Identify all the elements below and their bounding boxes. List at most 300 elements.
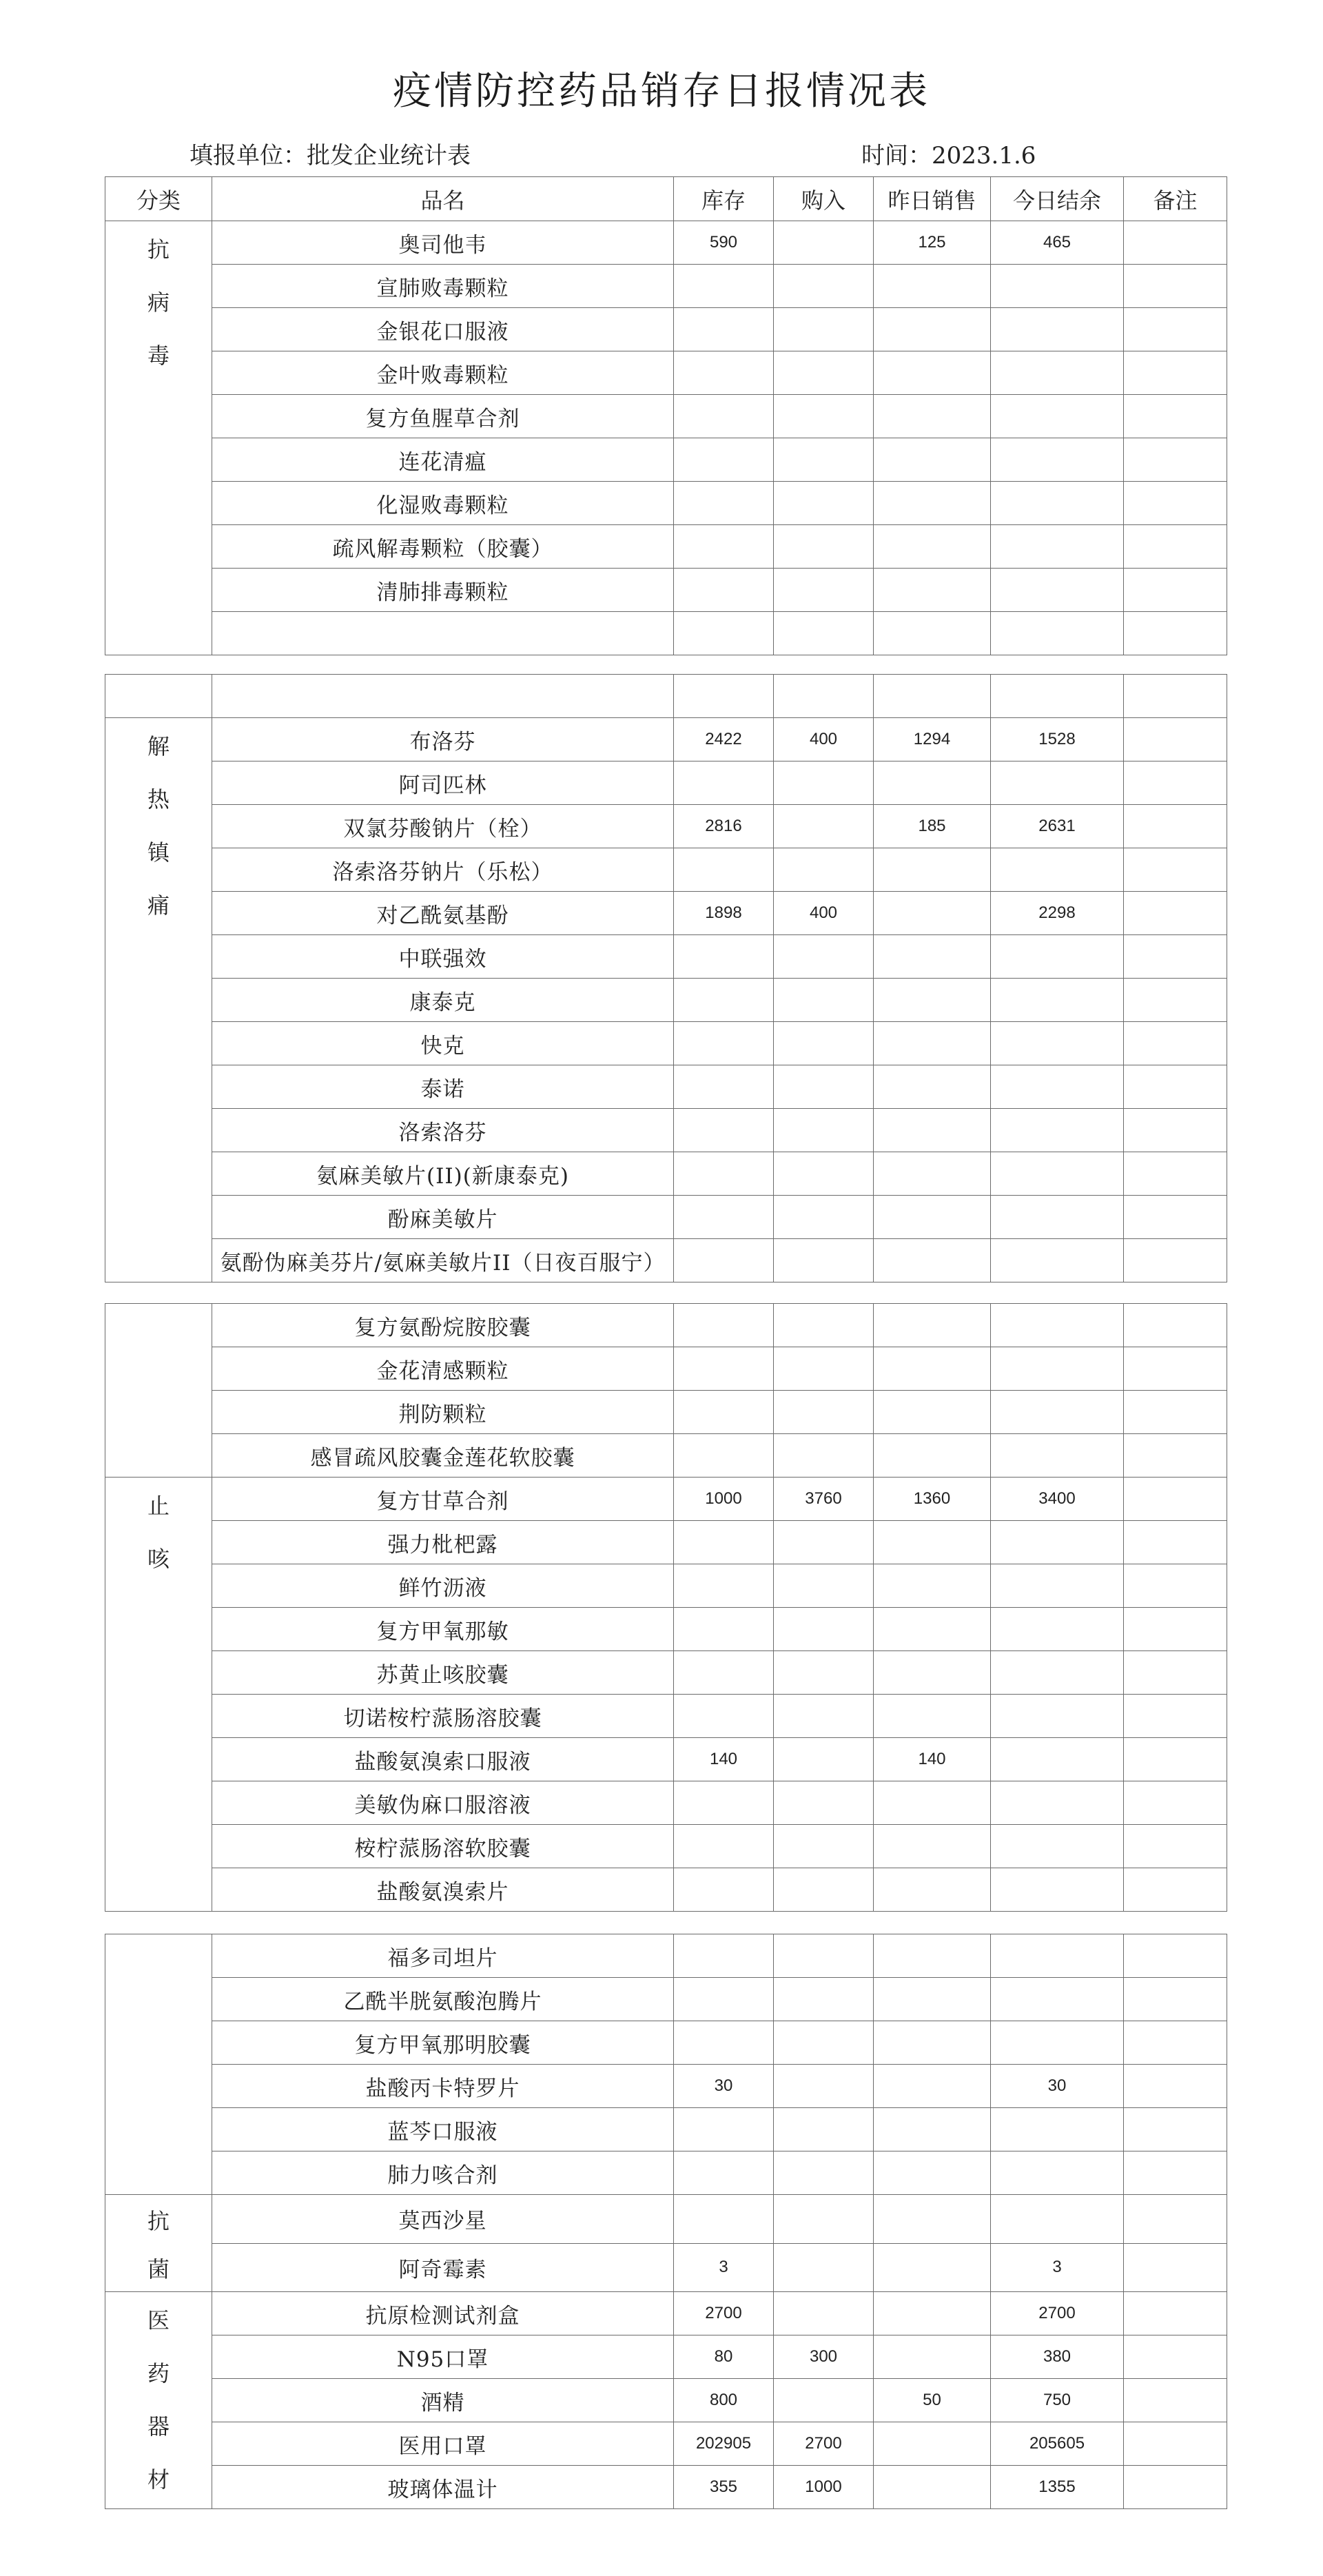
category-char: 器: [147, 2413, 170, 2440]
drug-name: 切诺桉柠蒎肠溶胶囊: [212, 1695, 674, 1738]
note-cell: [1124, 979, 1227, 1022]
sold-cell: [874, 761, 991, 805]
column-header-sold-yesterday: 昨日销售: [874, 177, 991, 221]
note-cell: [1124, 2379, 1227, 2422]
drug-name: 盐酸氨溴索片: [212, 1868, 674, 1912]
purchase-cell: 2700: [774, 2422, 874, 2466]
balance-cell: [991, 979, 1124, 1022]
drug-name: 桉柠蒎肠溶软胶囊: [212, 1825, 674, 1868]
purchase-cell: [774, 848, 874, 892]
note-cell: [1124, 1109, 1227, 1152]
table-row: [105, 351, 1227, 395]
purchase-cell: [774, 1978, 874, 2021]
purchase-cell: [774, 979, 874, 1022]
purchase-cell: [774, 1196, 874, 1239]
table-row: [105, 1651, 1227, 1695]
drug-name: 金银花口服液: [212, 308, 674, 351]
sold-cell: [874, 1825, 991, 1868]
balance-cell: [991, 2195, 1124, 2244]
note-cell: [1124, 1781, 1227, 1825]
note-cell: [1124, 2151, 1227, 2195]
drug-name: 酚麻美敏片: [212, 1196, 674, 1239]
drug-name: 洛索洛芬钠片（乐松）: [212, 848, 674, 892]
purchase-cell: [774, 1152, 874, 1196]
balance-cell: [991, 438, 1124, 482]
table-row: [105, 1065, 1227, 1109]
table-row: [105, 2108, 1227, 2151]
table-row: [105, 308, 1227, 351]
sold-cell: [874, 2335, 991, 2379]
category-char: 抗: [147, 2208, 170, 2234]
stock-cell: [674, 1347, 774, 1391]
balance-cell: [991, 1825, 1124, 1868]
balance-cell: [991, 761, 1124, 805]
stock-cell: [674, 482, 774, 525]
stock-cell: [674, 761, 774, 805]
note-cell: [1124, 805, 1227, 848]
stock-cell: 590: [674, 221, 774, 265]
category-char: 病: [147, 289, 170, 316]
purchase-cell: [774, 1347, 874, 1391]
drug-name: 宣肺败毒颗粒: [212, 265, 674, 308]
sold-cell: 125: [874, 221, 991, 265]
table-row: [105, 525, 1227, 569]
note-cell: [1124, 2021, 1227, 2065]
stock-cell: [674, 395, 774, 438]
purchase-cell: [774, 1564, 874, 1608]
balance-cell: [991, 612, 1124, 655]
drug-name: 金花清感颗粒: [212, 1347, 674, 1391]
drug-name: 蓝芩口服液: [212, 2108, 674, 2151]
drug-name: 医用口罩: [212, 2422, 674, 2466]
purchase-cell: 400: [774, 718, 874, 761]
purchase-cell: [774, 308, 874, 351]
table-row: [105, 1391, 1227, 1434]
note-cell: [1124, 1478, 1227, 1521]
drug-name: 阿司匹林: [212, 761, 674, 805]
sold-cell: [874, 438, 991, 482]
column-header-name: 品名: [212, 177, 674, 221]
balance-cell: [991, 1109, 1124, 1152]
note-cell: [1124, 612, 1227, 655]
table-row: [105, 569, 1227, 612]
balance-cell: [991, 1695, 1124, 1738]
sold-cell: [874, 1065, 991, 1109]
table-row: [105, 1978, 1227, 2021]
table-row: [105, 1239, 1227, 1282]
balance-cell: 3400: [991, 1478, 1124, 1521]
balance-cell: [991, 265, 1124, 308]
balance-cell: [991, 1651, 1124, 1695]
table-row: [105, 1608, 1227, 1651]
purchase-cell: [774, 2065, 874, 2108]
note-cell: [1124, 1152, 1227, 1196]
sold-cell: [874, 1521, 991, 1564]
header-row: [105, 177, 1227, 221]
drug-name: 复方甘草合剂: [212, 1478, 674, 1521]
stock-cell: 3: [674, 2243, 774, 2292]
stock-cell: [674, 1608, 774, 1651]
category-char: 毒: [147, 343, 170, 369]
stock-cell: [674, 612, 774, 655]
sold-cell: [874, 1781, 991, 1825]
balance-cell: [991, 1564, 1124, 1608]
balance-cell: 750: [991, 2379, 1124, 2422]
balance-cell: [991, 1239, 1124, 1282]
sold-cell: [874, 265, 991, 308]
table-row: [105, 1934, 1227, 1978]
purchase-cell: [774, 2151, 874, 2195]
category-char: 止: [147, 1493, 170, 1519]
stock-cell: [674, 2195, 774, 2244]
stock-cell: [674, 1978, 774, 2021]
purchase-cell: [774, 1868, 874, 1912]
drug-name: 洛索洛芬: [212, 1109, 674, 1152]
purchase-cell: [774, 805, 874, 848]
column-header-balance-today: 今日结余: [991, 177, 1124, 221]
table-row: [105, 1022, 1227, 1065]
note-cell: [1124, 265, 1227, 308]
stock-cell: [674, 1564, 774, 1608]
category-char: 抗: [147, 236, 170, 263]
note-cell: [1124, 1196, 1227, 1239]
table-row: [105, 848, 1227, 892]
drug-name: 氨酚伪麻美芬片/氨麻美敏片II（日夜百服宁）: [212, 1239, 674, 1282]
sold-cell: [874, 2065, 991, 2108]
note-cell: [1124, 1738, 1227, 1781]
purchase-cell: [774, 1022, 874, 1065]
table-row: [105, 265, 1227, 308]
stock-cell: [674, 1196, 774, 1239]
stock-cell: 1000: [674, 1478, 774, 1521]
drug-name: 对乙酰氨基酚: [212, 892, 674, 935]
drug-name: 强力枇杷露: [212, 1521, 674, 1564]
table-row: [105, 979, 1227, 1022]
purchase-cell: [774, 1651, 874, 1695]
note-cell: [1124, 395, 1227, 438]
drug-name: 疏风解毒颗粒（胶囊）: [212, 525, 674, 569]
stock-cell: [674, 1695, 774, 1738]
category-char: 材: [147, 2466, 170, 2493]
category-char: 痛: [147, 892, 170, 919]
note-cell: [1124, 1304, 1227, 1347]
sold-cell: 1294: [874, 718, 991, 761]
drug-name: 阿奇霉素: [212, 2243, 674, 2292]
note-cell: [1124, 569, 1227, 612]
balance-cell: [991, 1521, 1124, 1564]
sold-cell: 185: [874, 805, 991, 848]
drug-name: 感冒疏风胶囊金莲花软胶囊: [212, 1434, 674, 1478]
purchase-cell: 3760: [774, 1478, 874, 1521]
balance-cell: [991, 525, 1124, 569]
column-header-note: 备注: [1124, 177, 1227, 221]
stock-cell: [674, 935, 774, 979]
table-row: [105, 1434, 1227, 1478]
drug-name: 复方鱼腥草合剂: [212, 395, 674, 438]
balance-cell: [991, 1304, 1124, 1347]
note-cell: [1124, 848, 1227, 892]
note-cell: [1124, 438, 1227, 482]
stock-cell: [674, 351, 774, 395]
note-cell: [1124, 718, 1227, 761]
blank-cell: [105, 675, 212, 718]
table-row: [105, 2292, 1227, 2335]
drug-name: 荆防颗粒: [212, 1391, 674, 1434]
balance-cell: [991, 395, 1124, 438]
purchase-cell: [774, 935, 874, 979]
balance-cell: 2631: [991, 805, 1124, 848]
table-row: [105, 221, 1227, 265]
table-row: [105, 675, 1227, 718]
table-block-3: [105, 1303, 1227, 1912]
drug-name: 鲜竹沥液: [212, 1564, 674, 1608]
sold-cell: [874, 1196, 991, 1239]
balance-cell: [991, 2108, 1124, 2151]
stock-cell: [674, 525, 774, 569]
sold-cell: [874, 1868, 991, 1912]
balance-cell: [991, 482, 1124, 525]
drug-name: 氨麻美敏片(II)(新康泰克): [212, 1152, 674, 1196]
drug-name: 肺力咳合剂: [212, 2151, 674, 2195]
table-row: [105, 1564, 1227, 1608]
purchase-cell: [774, 2195, 874, 2244]
category-cell-cough: [105, 1478, 212, 1912]
stock-cell: 140: [674, 1738, 774, 1781]
purchase-cell: [774, 265, 874, 308]
drug-name: 复方甲氧那敏: [212, 1608, 674, 1651]
balance-cell: 3: [991, 2243, 1124, 2292]
sold-cell: [874, 1391, 991, 1434]
table-row: [105, 2422, 1227, 2466]
purchase-cell: [774, 612, 874, 655]
drug-name: 金叶败毒颗粒: [212, 351, 674, 395]
sold-cell: [874, 612, 991, 655]
drug-name: [212, 612, 674, 655]
balance-cell: [991, 1608, 1124, 1651]
balance-cell: [991, 1434, 1124, 1478]
purchase-cell: [774, 221, 874, 265]
stock-cell: [674, 979, 774, 1022]
balance-cell: [991, 848, 1124, 892]
blank-cell: [1124, 675, 1227, 718]
stock-cell: [674, 438, 774, 482]
stock-cell: [674, 265, 774, 308]
stock-cell: [674, 1434, 774, 1478]
sold-cell: [874, 1608, 991, 1651]
category-cell-antiviral: [105, 221, 212, 655]
sold-cell: [874, 979, 991, 1022]
sold-cell: [874, 1152, 991, 1196]
table-row: [105, 1478, 1227, 1521]
table-row: [105, 2243, 1227, 2292]
sold-cell: [874, 2108, 991, 2151]
drug-name: 中联强效: [212, 935, 674, 979]
purchase-cell: [774, 1738, 874, 1781]
table-row: [105, 1196, 1227, 1239]
drug-name: 盐酸氨溴索口服液: [212, 1738, 674, 1781]
drug-name: 连花清瘟: [212, 438, 674, 482]
note-cell: [1124, 221, 1227, 265]
purchase-cell: 300: [774, 2335, 874, 2379]
purchase-cell: [774, 2292, 874, 2335]
balance-cell: [991, 935, 1124, 979]
stock-cell: [674, 2151, 774, 2195]
note-cell: [1124, 2195, 1227, 2244]
table-row: [105, 892, 1227, 935]
drug-name: 玻璃体温计: [212, 2466, 674, 2509]
purchase-cell: [774, 525, 874, 569]
sold-cell: [874, 1695, 991, 1738]
stock-cell: [674, 308, 774, 351]
note-cell: [1124, 2466, 1227, 2509]
blank-cell: [991, 675, 1124, 718]
balance-cell: 2700: [991, 2292, 1124, 2335]
stock-cell: [674, 848, 774, 892]
drug-name: 抗原检测试剂盒: [212, 2292, 674, 2335]
balance-cell: [991, 1347, 1124, 1391]
balance-cell: [991, 351, 1124, 395]
sold-cell: 1360: [874, 1478, 991, 1521]
stock-cell: 355: [674, 2466, 774, 2509]
purchase-cell: [774, 1695, 874, 1738]
table-row: [105, 2466, 1227, 2509]
stock-cell: [674, 1065, 774, 1109]
balance-cell: [991, 1196, 1124, 1239]
sold-cell: [874, 525, 991, 569]
category-char: 热: [147, 786, 170, 812]
sold-cell: [874, 892, 991, 935]
table-row: [105, 438, 1227, 482]
column-header-category: 分类: [105, 177, 212, 221]
balance-cell: 465: [991, 221, 1124, 265]
balance-cell: [991, 1391, 1124, 1434]
stock-cell: 80: [674, 2335, 774, 2379]
note-cell: [1124, 308, 1227, 351]
table-row: [105, 1868, 1227, 1912]
drug-name: 泰诺: [212, 1065, 674, 1109]
purchase-cell: [774, 1521, 874, 1564]
purchase-cell: [774, 395, 874, 438]
table-block-2: [105, 674, 1227, 1282]
purchase-cell: [774, 1434, 874, 1478]
note-cell: [1124, 351, 1227, 395]
balance-cell: [991, 1781, 1124, 1825]
note-cell: [1124, 1695, 1227, 1738]
balance-cell: [991, 1934, 1124, 1978]
balance-cell: 30: [991, 2065, 1124, 2108]
table-row: [105, 2335, 1227, 2379]
balance-cell: [991, 1065, 1124, 1109]
drug-name: 酒精: [212, 2379, 674, 2422]
table-row: [105, 1347, 1227, 1391]
table-row: [105, 935, 1227, 979]
sold-cell: [874, 2195, 991, 2244]
stock-cell: [674, 1825, 774, 1868]
stock-cell: [674, 1651, 774, 1695]
note-cell: [1124, 2065, 1227, 2108]
stock-cell: [674, 1934, 774, 1978]
drug-name: 苏黄止咳胶囊: [212, 1651, 674, 1695]
note-cell: [1124, 482, 1227, 525]
balance-cell: 205605: [991, 2422, 1124, 2466]
note-cell: [1124, 2108, 1227, 2151]
drug-name: 盐酸丙卡特罗片: [212, 2065, 674, 2108]
note-cell: [1124, 2292, 1227, 2335]
category-cell-antibacterial: [105, 2195, 212, 2292]
purchase-cell: 1000: [774, 2466, 874, 2509]
note-cell: [1124, 1934, 1227, 1978]
purchase-cell: [774, 761, 874, 805]
sold-cell: [874, 2151, 991, 2195]
purchase-cell: [774, 438, 874, 482]
note-cell: [1124, 1065, 1227, 1109]
sold-cell: [874, 1304, 991, 1347]
purchase-cell: [774, 569, 874, 612]
sold-cell: [874, 2243, 991, 2292]
stock-cell: 2422: [674, 718, 774, 761]
balance-cell: [991, 1152, 1124, 1196]
purchase-cell: [774, 1065, 874, 1109]
sold-cell: [874, 1434, 991, 1478]
drug-name: 清肺排毒颗粒: [212, 569, 674, 612]
purchase-cell: [774, 1239, 874, 1282]
stock-cell: [674, 1304, 774, 1347]
balance-cell: [991, 1868, 1124, 1912]
note-cell: [1124, 1347, 1227, 1391]
category-cell-medical-equipment: [105, 2292, 212, 2509]
purchase-cell: [774, 1109, 874, 1152]
stock-cell: 30: [674, 2065, 774, 2108]
table-row: [105, 1695, 1227, 1738]
reporting-unit: 填报单位：批发企业统计表: [189, 142, 471, 170]
stock-cell: [674, 1239, 774, 1282]
drug-name: 奥司他韦: [212, 221, 674, 265]
table-row: [105, 1109, 1227, 1152]
stock-cell: [674, 2108, 774, 2151]
purchase-cell: [774, 482, 874, 525]
drug-name: 布洛芬: [212, 718, 674, 761]
drug-name: 莫西沙星: [212, 2195, 674, 2244]
sold-cell: 50: [874, 2379, 991, 2422]
purchase-cell: [774, 2021, 874, 2065]
table-row: [105, 1825, 1227, 1868]
stock-cell: [674, 1868, 774, 1912]
table-row: [105, 395, 1227, 438]
drug-name: 康泰克: [212, 979, 674, 1022]
category-cell-empty: [105, 1304, 212, 1478]
sold-cell: [874, 2466, 991, 2509]
table-block-4: [105, 1934, 1227, 2509]
stock-cell: [674, 1109, 774, 1152]
drug-name: 福多司坦片: [212, 1934, 674, 1978]
purchase-cell: [774, 1608, 874, 1651]
table-row: [105, 482, 1227, 525]
stock-cell: 1898: [674, 892, 774, 935]
balance-cell: [991, 308, 1124, 351]
sold-cell: [874, 1347, 991, 1391]
note-cell: [1124, 1651, 1227, 1695]
category-cell-antipyretic: [105, 718, 212, 1282]
sold-cell: [874, 2292, 991, 2335]
table-row: [105, 761, 1227, 805]
note-cell: [1124, 1391, 1227, 1434]
purchase-cell: [774, 1825, 874, 1868]
blank-cell: [774, 675, 874, 718]
note-cell: [1124, 2243, 1227, 2292]
balance-cell: 2298: [991, 892, 1124, 935]
stock-cell: 800: [674, 2379, 774, 2422]
category-char: 医: [147, 2307, 170, 2333]
